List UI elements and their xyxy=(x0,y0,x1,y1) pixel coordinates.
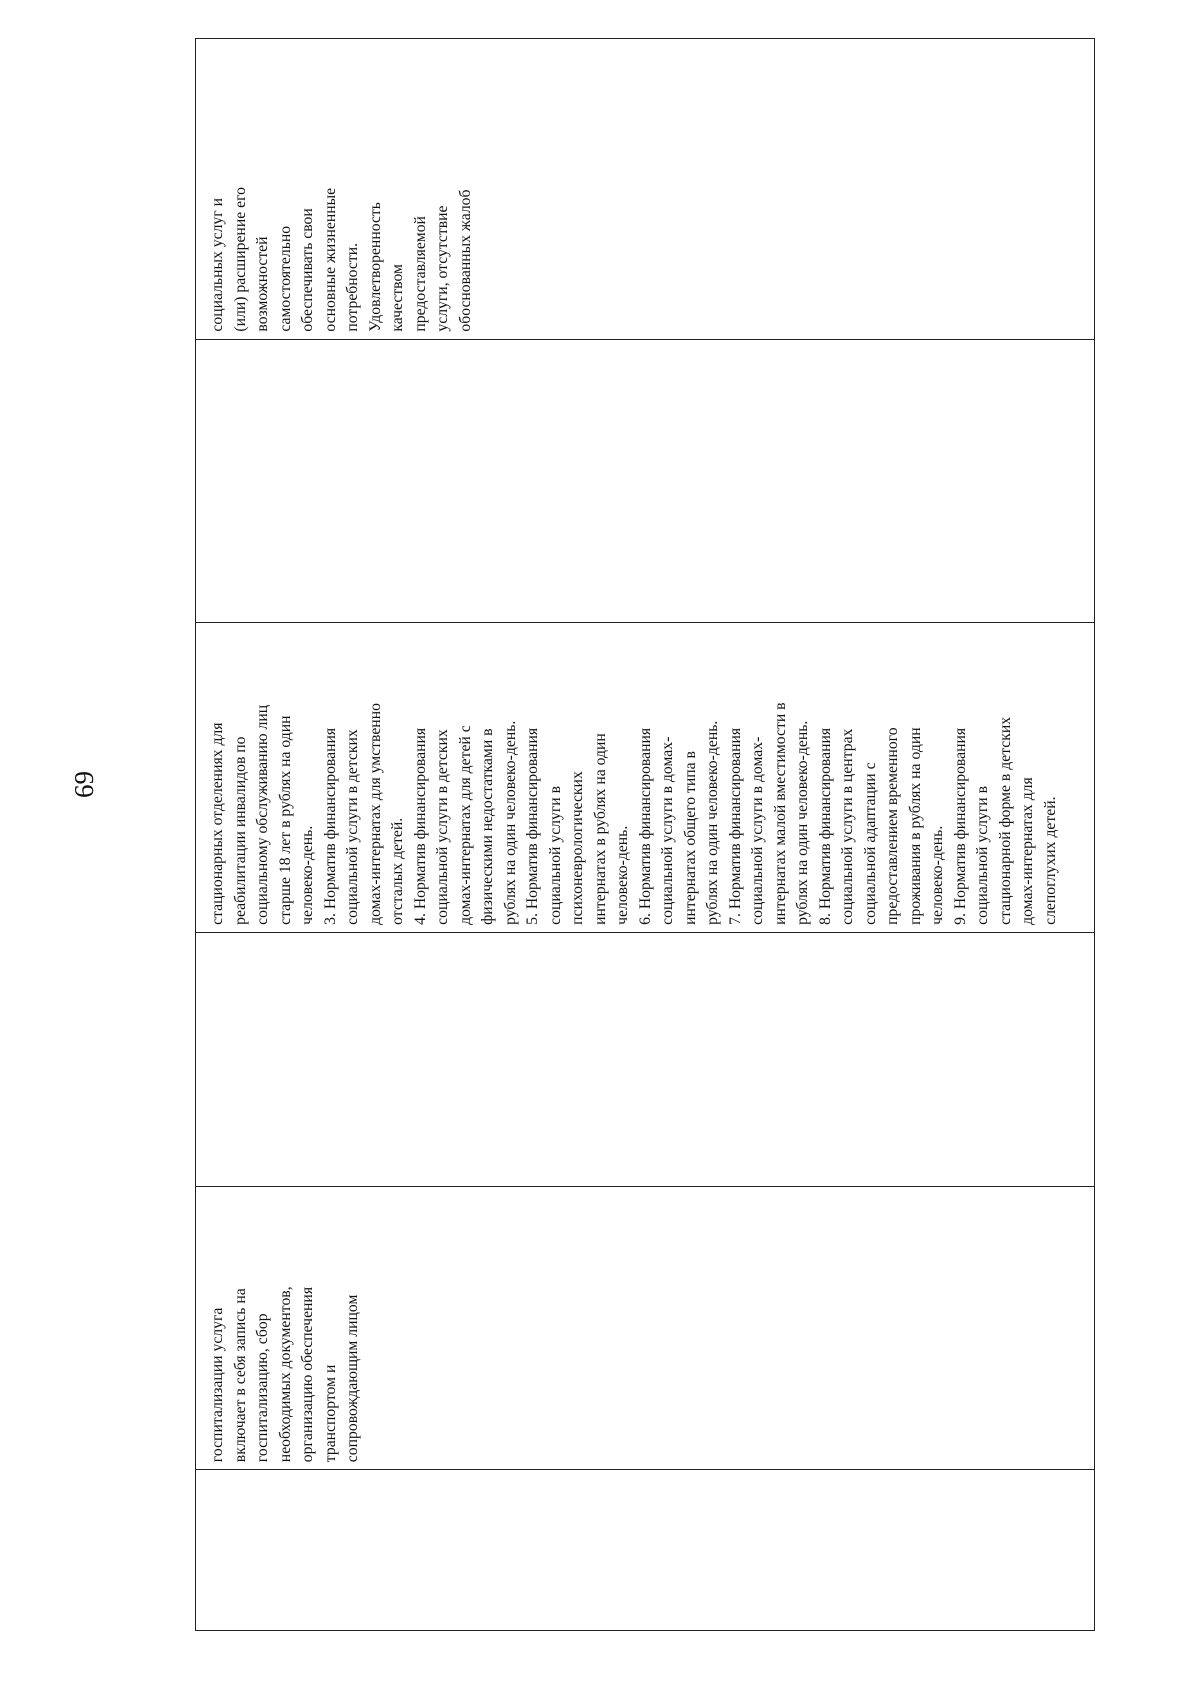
text-line: социальной услуги в домах- xyxy=(659,736,676,925)
text-line: рублях на один человеко-день. xyxy=(704,720,721,925)
text-line: самостоятельно xyxy=(276,225,294,332)
text-line: возможностей xyxy=(254,236,271,332)
text-line: слепоглухих детей. xyxy=(1041,796,1059,925)
text-line: госпитализацию, сбор xyxy=(254,1313,271,1463)
text-line: включает в себя запись на xyxy=(231,1288,249,1463)
text-line: Удовлетворенность xyxy=(366,202,384,332)
text-line: психоневрологических xyxy=(569,771,586,925)
table-cell-service-description xyxy=(196,1186,1094,1470)
text-line: человеко-день. xyxy=(614,825,631,925)
text-line: интернатах в рублях на один xyxy=(591,733,609,925)
text-line: рублях на один человеко-день. xyxy=(501,720,519,925)
text-line: социальной услуги в детских xyxy=(344,729,361,925)
text-line: организацию обеспечения xyxy=(299,1286,316,1463)
text-line: интернатах общего типа в xyxy=(681,751,699,925)
page-number: 69 xyxy=(69,771,99,798)
table-cell-col6 xyxy=(196,339,1094,623)
text-line: социальной услуги в xyxy=(546,785,564,925)
text-line: человеко-день. xyxy=(929,825,946,925)
text-line: предоставлением временного xyxy=(884,727,901,925)
text-line: старше 18 лет в рублях на один xyxy=(276,715,294,925)
text-line: сопровождающим лицом xyxy=(344,1294,361,1463)
text-line: основные жизненные xyxy=(321,187,339,332)
text-line: 3. Норматив финансирования xyxy=(321,727,339,925)
text-line: 6. Норматив финансирования xyxy=(636,727,654,925)
text-line: потребности. xyxy=(344,242,361,332)
text-line: социальной услуги в детских xyxy=(434,729,451,925)
text-line: домах-интернатах для xyxy=(1019,777,1036,925)
text-line: домах-интернатах для умственно xyxy=(366,703,384,925)
text-line: рублях на один человеко-день. xyxy=(794,720,811,925)
text-line: (или) расширение его xyxy=(231,187,249,332)
text-line: 5. Норматив финансирования xyxy=(524,727,541,925)
text-line: социальных услуг и xyxy=(209,197,226,332)
text-line: физическими недостатками в xyxy=(479,728,496,925)
text-line: интернатах малой вместимости в xyxy=(771,702,789,925)
text-line: 4. Норматив финансирования xyxy=(411,727,429,925)
text-line: транспортом и xyxy=(321,1364,339,1463)
text-line: стационарной форме в детских xyxy=(996,716,1014,925)
text-line: реабилитации инвалидов по xyxy=(231,736,249,925)
text-line: качеством xyxy=(389,264,406,332)
table-cell-col1 xyxy=(196,1469,1094,1630)
text-line: проживания в рублях на один xyxy=(906,727,924,925)
services-table xyxy=(195,38,1095,1631)
text-line: социальному обслуживанию лиц xyxy=(254,704,271,925)
text-line: социальной услуги в xyxy=(974,785,991,925)
text-line: обеспечивать свои xyxy=(299,208,316,332)
text-line: услуги, отсутствие xyxy=(434,205,451,332)
table-cell-quality-indicators xyxy=(196,39,1094,339)
text-line: 9. Норматив финансирования xyxy=(951,727,969,925)
text-line: 7. Норматив финансирования xyxy=(726,727,744,925)
text-line: человеко-день. xyxy=(299,825,316,925)
text-line: обоснованных жалоб xyxy=(456,189,474,332)
text-line: социальной услуги в центрах xyxy=(839,728,856,925)
text-line: предоставляемой xyxy=(411,216,429,332)
table-cell-col4 xyxy=(196,932,1094,1186)
text-line: отсталых детей. xyxy=(389,817,406,925)
text-line: социальной услуги в домах- xyxy=(749,736,766,925)
text-line: социальной адаптации с xyxy=(861,762,879,925)
table-cell-financing-norms xyxy=(196,622,1094,932)
text-line: домах-интернатах для детей с xyxy=(456,725,474,925)
text-line: необходимых документов, xyxy=(276,1286,294,1463)
text-line: госпитализации услуга xyxy=(209,1307,226,1463)
text-line: стационарных отделениях для xyxy=(209,722,226,925)
text-line: 8. Норматив финансирования xyxy=(816,727,834,925)
